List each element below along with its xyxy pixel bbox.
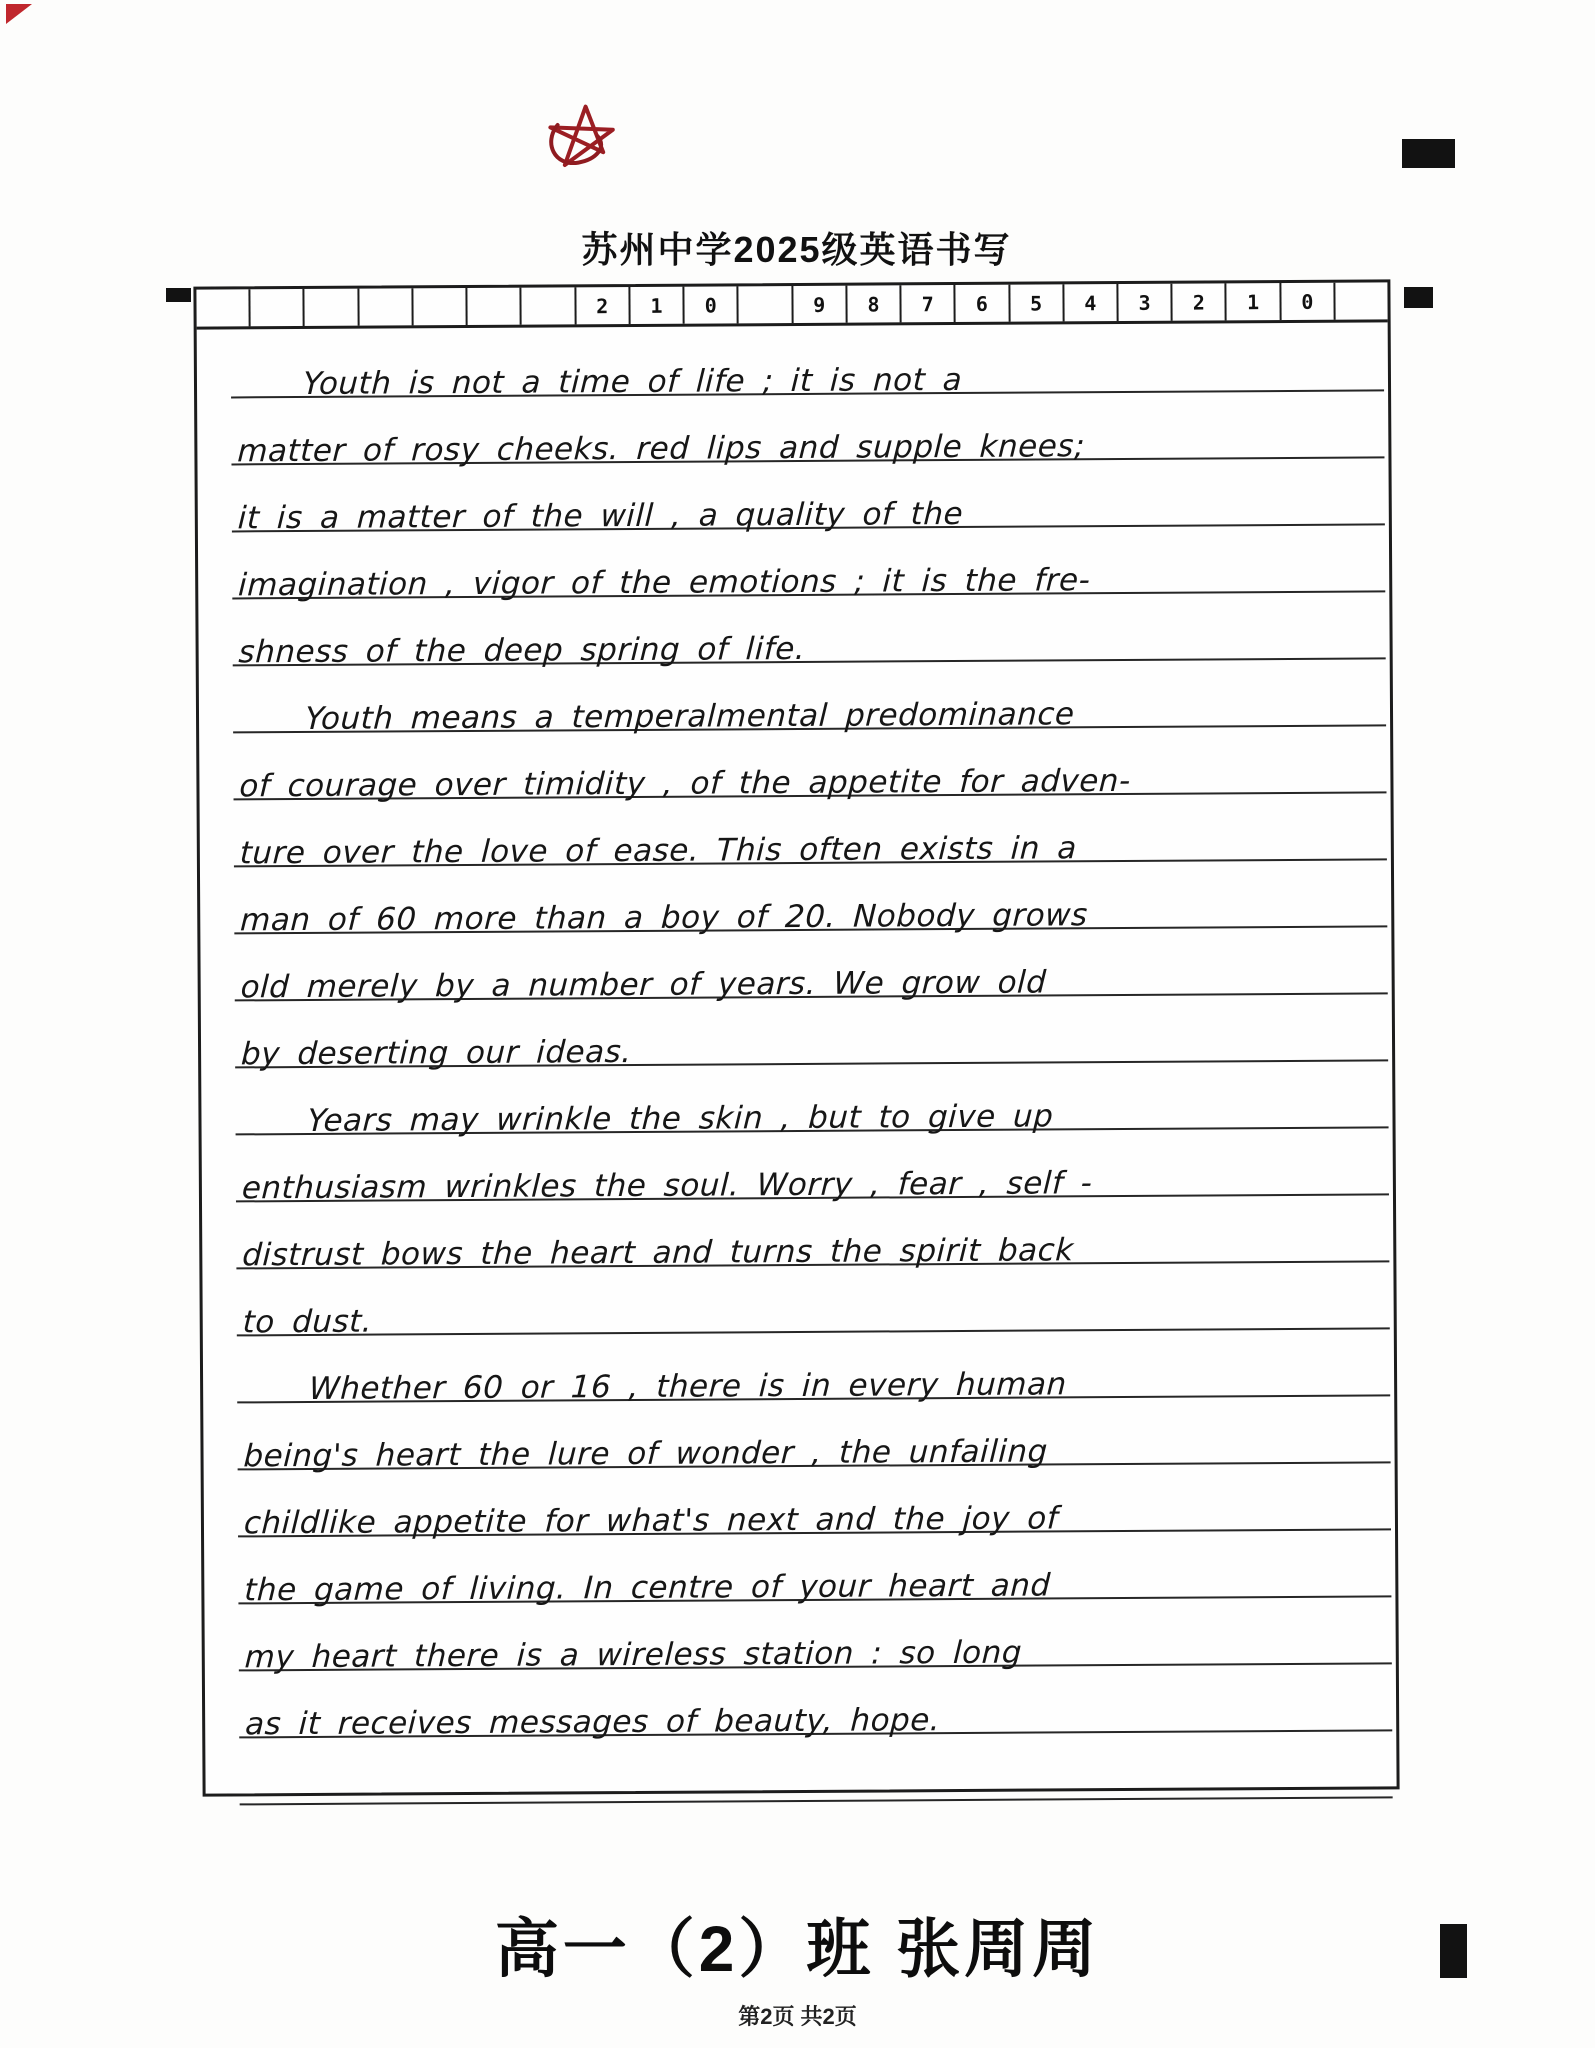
essay-line [234,927,1387,1006]
essay-line [235,994,1388,1073]
page-title: 苏州中学2025级英语书写 [581,229,1012,270]
score-cell: 2 [576,287,630,324]
essay-line [239,1664,1392,1743]
essay-line [238,1463,1391,1542]
score-cell [1335,282,1387,319]
handwritten-text: enthusiasm wrinkles the soul. Worry , fear , self - [241,1165,1094,1207]
handwritten-text: Youth means a temperalmental predominance [304,696,1076,738]
score-cell [305,289,359,326]
score-cell [468,288,522,325]
handwritten-text: my heart there is a wireless station : so long [243,1634,1023,1676]
essay-line [239,1731,1392,1805]
page-number-footer: 第2页 共2页 [738,2004,857,2029]
handwritten-text: ture over the love of ease. This often exists in a [239,830,1078,872]
score-cell: 3 [1118,284,1172,321]
handwritten-text: shness of the deep spring of life. [237,630,807,671]
essay-line [233,659,1386,738]
score-cell: 6 [956,285,1010,322]
essay-line [238,1530,1391,1609]
registration-mark-top-right [1402,139,1455,168]
score-cell [739,286,793,323]
score-cell [413,288,467,325]
essay-line [235,1061,1388,1139]
handwritten-text: to dust. [241,1303,374,1341]
score-cell: 1 [630,287,684,324]
handwritten-text: it is a matter of the will , a quality of the [236,495,964,537]
handwritten-text: Whether 60 or 16 , there is in every human [308,1366,1068,1407]
score-cell [359,288,413,325]
handwritten-text: childlike appetite for what's next and the joy of [243,1500,1060,1542]
essay-line [233,726,1386,805]
score-cell [522,287,576,324]
student-class-name: 高一（2）班 张周周 [494,1913,1101,1985]
ruled-lines [231,324,1393,1805]
essay-line [237,1396,1390,1475]
score-cell: 1 [1227,283,1281,320]
handwritten-text: being's heart the lure of wonder , the unfailing [242,1433,1049,1475]
handwritten-text: imagination , vigor of the emotions ; it is the fre- [237,562,1092,604]
essay-line [234,860,1387,939]
red-corner-mark [6,4,32,24]
score-cell: 4 [1064,284,1118,321]
essay-line [232,592,1385,671]
handwritten-text: the game of living. In centre of your heart and [243,1567,1052,1609]
score-strip [196,282,1387,329]
essay-line [232,525,1385,604]
score-cell [196,289,250,326]
score-cell: 8 [847,285,901,322]
essay-line [236,1128,1389,1207]
handwritten-text: as it receives messages of beauty, hope. [244,1702,942,1743]
registration-mark-strip-right [1404,287,1433,308]
handwritten-text: by deserting our ideas. [240,1034,633,1073]
score-cell: 5 [1010,284,1064,321]
handwritten-text: Youth is not a time of life ; it is not a [302,361,964,403]
score-cell: 0 [1281,283,1335,320]
essay-line [236,1195,1389,1274]
essay-line [238,1597,1391,1676]
writing-sheet [193,279,1399,1796]
score-cell: 7 [901,285,955,322]
registration-mark-strip-left [166,288,191,302]
essay-line [231,458,1384,537]
essay-line [236,1262,1389,1341]
essay-line [234,793,1387,872]
handwritten-text: man of 60 more than a boy of 20. Nobody grows [239,897,1089,939]
handwritten-text: old merely by a number of years. We grow old [239,964,1048,1006]
handwritten-text: distrust bows the heart and turns the spirit back [241,1232,1075,1274]
handwritten-text: matter of rosy cheeks. red lips and supple knees; [236,428,1086,470]
red-star-scribble-logo [540,100,620,182]
score-cell: 0 [685,286,739,323]
essay-line [237,1329,1390,1407]
score-cell: 2 [1173,283,1227,320]
score-cell [251,289,305,326]
essay-line [231,324,1384,403]
handwritten-text: Years may wrinkle the skin , but to give up [306,1098,1055,1139]
score-cell: 9 [793,286,847,323]
essay-line [231,391,1384,470]
handwritten-text: of courage over timidity , of the appetite for adven- [238,762,1132,805]
